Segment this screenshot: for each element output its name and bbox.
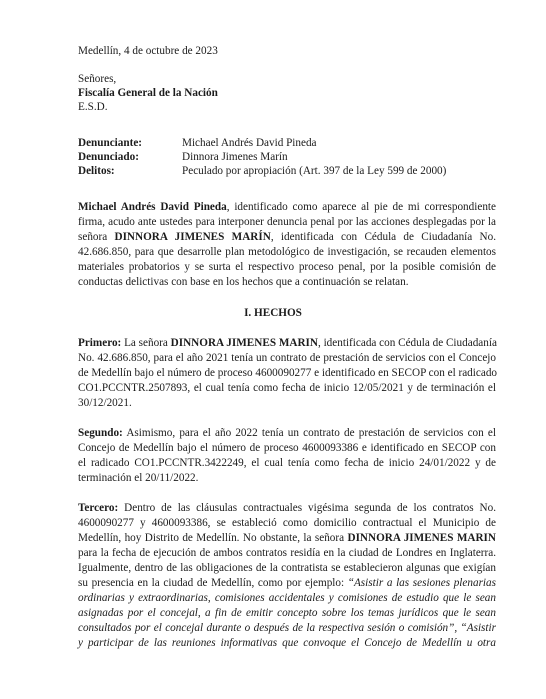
paragraph-line: conductas delictivas con base en los hechos que a continuación se relatan. (78, 276, 409, 288)
quoted-line: y participar de las reuniones informativas que convoque el Concejo de Medellín u otra (78, 637, 496, 649)
paragraph-line: 4600090277 y 4600093386, se estableció como domicilio contractual el Municipio de (78, 517, 496, 529)
salutation-addressee: Fiscalía General de la Nación (78, 87, 218, 99)
party-label: Denunciado: (78, 151, 139, 163)
paragraph-line: materiales probatorios y se surta el respectivo proceso penal, por la posible comisión de (78, 261, 496, 273)
complainant-name: Michael Andrés David Pineda (78, 201, 227, 213)
paragraph-label: Primero: (78, 337, 122, 349)
paragraph-line: No. 42.686.850, para el año 2021 tenía un contrato de prestación de servicios con el Concejo (78, 352, 496, 364)
salutation-esd: E.S.D. (78, 101, 108, 113)
party-row-denunciado (78, 150, 496, 165)
party-label: Delitos: (78, 165, 115, 177)
paragraph-text: , identificado como aparece al pie de mi correspondiente (226, 201, 496, 213)
party-row-delitos (78, 164, 496, 179)
paragraph-line: el radicado CO1.PCCNTR.3422249, el cual tenía como fecha de inicio 24/01/2022 y de (78, 457, 496, 469)
paragraph-line: Igualmente, dentro de las obligaciones de la contratista se establecieron algunas que exigían (78, 562, 496, 574)
quoted-line: consultados por el concejal durante o después de la respectiva sesión o comisión”, “Asistir (78, 622, 496, 634)
quoted-text: “Asistir a las sesiones plenarias (347, 577, 496, 589)
paragraph-text: señora (78, 231, 115, 243)
salutation-greeting: Señores, (78, 73, 117, 85)
accused-name: DINNORA JIMENES MARIN (347, 532, 496, 544)
paragraph-text: su presencia en la ciudad de Medellín, como por ejemplo: (78, 577, 348, 589)
quoted-line: ordinarias y extraordinarias, comisiones accidentales y comisiones de estudio que le sean (78, 592, 496, 604)
paragraph-line: CO1.PCCNTR.2507893, el cual tenía como fecha de inicio 12/05/2021 y de terminación el (78, 382, 496, 394)
paragraph-line: firma, acudo ante ustedes para interponer denuncia penal por las acciones desplegadas por la (78, 216, 496, 228)
party-value: Dinnora Jimenes Marín (182, 151, 288, 163)
paragraph-text: , identificada con Cédula de Ciudadanía (317, 337, 497, 349)
paragraph-line: de Medellín bajo el número de proceso 4600090277 e identificado en SECOP con el radicado (78, 367, 498, 379)
paragraph-text: , identificada con Cédula de Ciudadanía No. (270, 231, 497, 243)
paragraph-label: Segundo: (78, 427, 123, 439)
section-heading: I. HECHOS (244, 307, 302, 319)
paragraph-line: Concejo de Medellín bajo el número de proceso 4600093386 e identificado en SECOP con (78, 442, 496, 454)
accused-name: DINNORA JIMENES MARÍN (114, 231, 271, 243)
party-value: Michael Andrés David Pineda (182, 137, 317, 149)
accused-name: DINNORA JIMENES MARIN (170, 337, 318, 349)
paragraph-text: Asimismo, para el año 2022 tenía un contrato de prestación de servicios con el (122, 427, 496, 439)
paragraph-text: La señora (121, 337, 171, 349)
paragraph-text: Medellín, hoy Distrito de Medellín. No obstante, la señora (78, 532, 348, 544)
quoted-line: asignadas por el concejal, a fin de emitir concepto sobre los temas jurídicos que le sean (78, 607, 496, 619)
paragraph-text: Dentro de las cláusulas contractuales vigésima segunda de los contratos No. (118, 502, 496, 514)
paragraph-line: 42.686.850, para que desarrolle plan metodológico de investigación, se recauden elementos (78, 246, 496, 258)
party-row-denunciante (78, 136, 496, 151)
party-value: Peculado por apropiación (Art. 397 de la Ley 599 de 2000) (182, 165, 447, 177)
letter-date: Medellín, 4 de octubre de 2023 (78, 45, 218, 57)
party-label: Denunciante: (78, 137, 143, 149)
paragraph-label: Tercero: (78, 502, 119, 514)
paragraph-line: terminación el 20/11/2022. (78, 472, 199, 484)
paragraph-line: 30/12/2021. (78, 397, 132, 409)
paragraph-line: para la fecha de ejecución de ambos contratos residía en la ciudad de Londres en Inglaterra. (78, 547, 496, 559)
